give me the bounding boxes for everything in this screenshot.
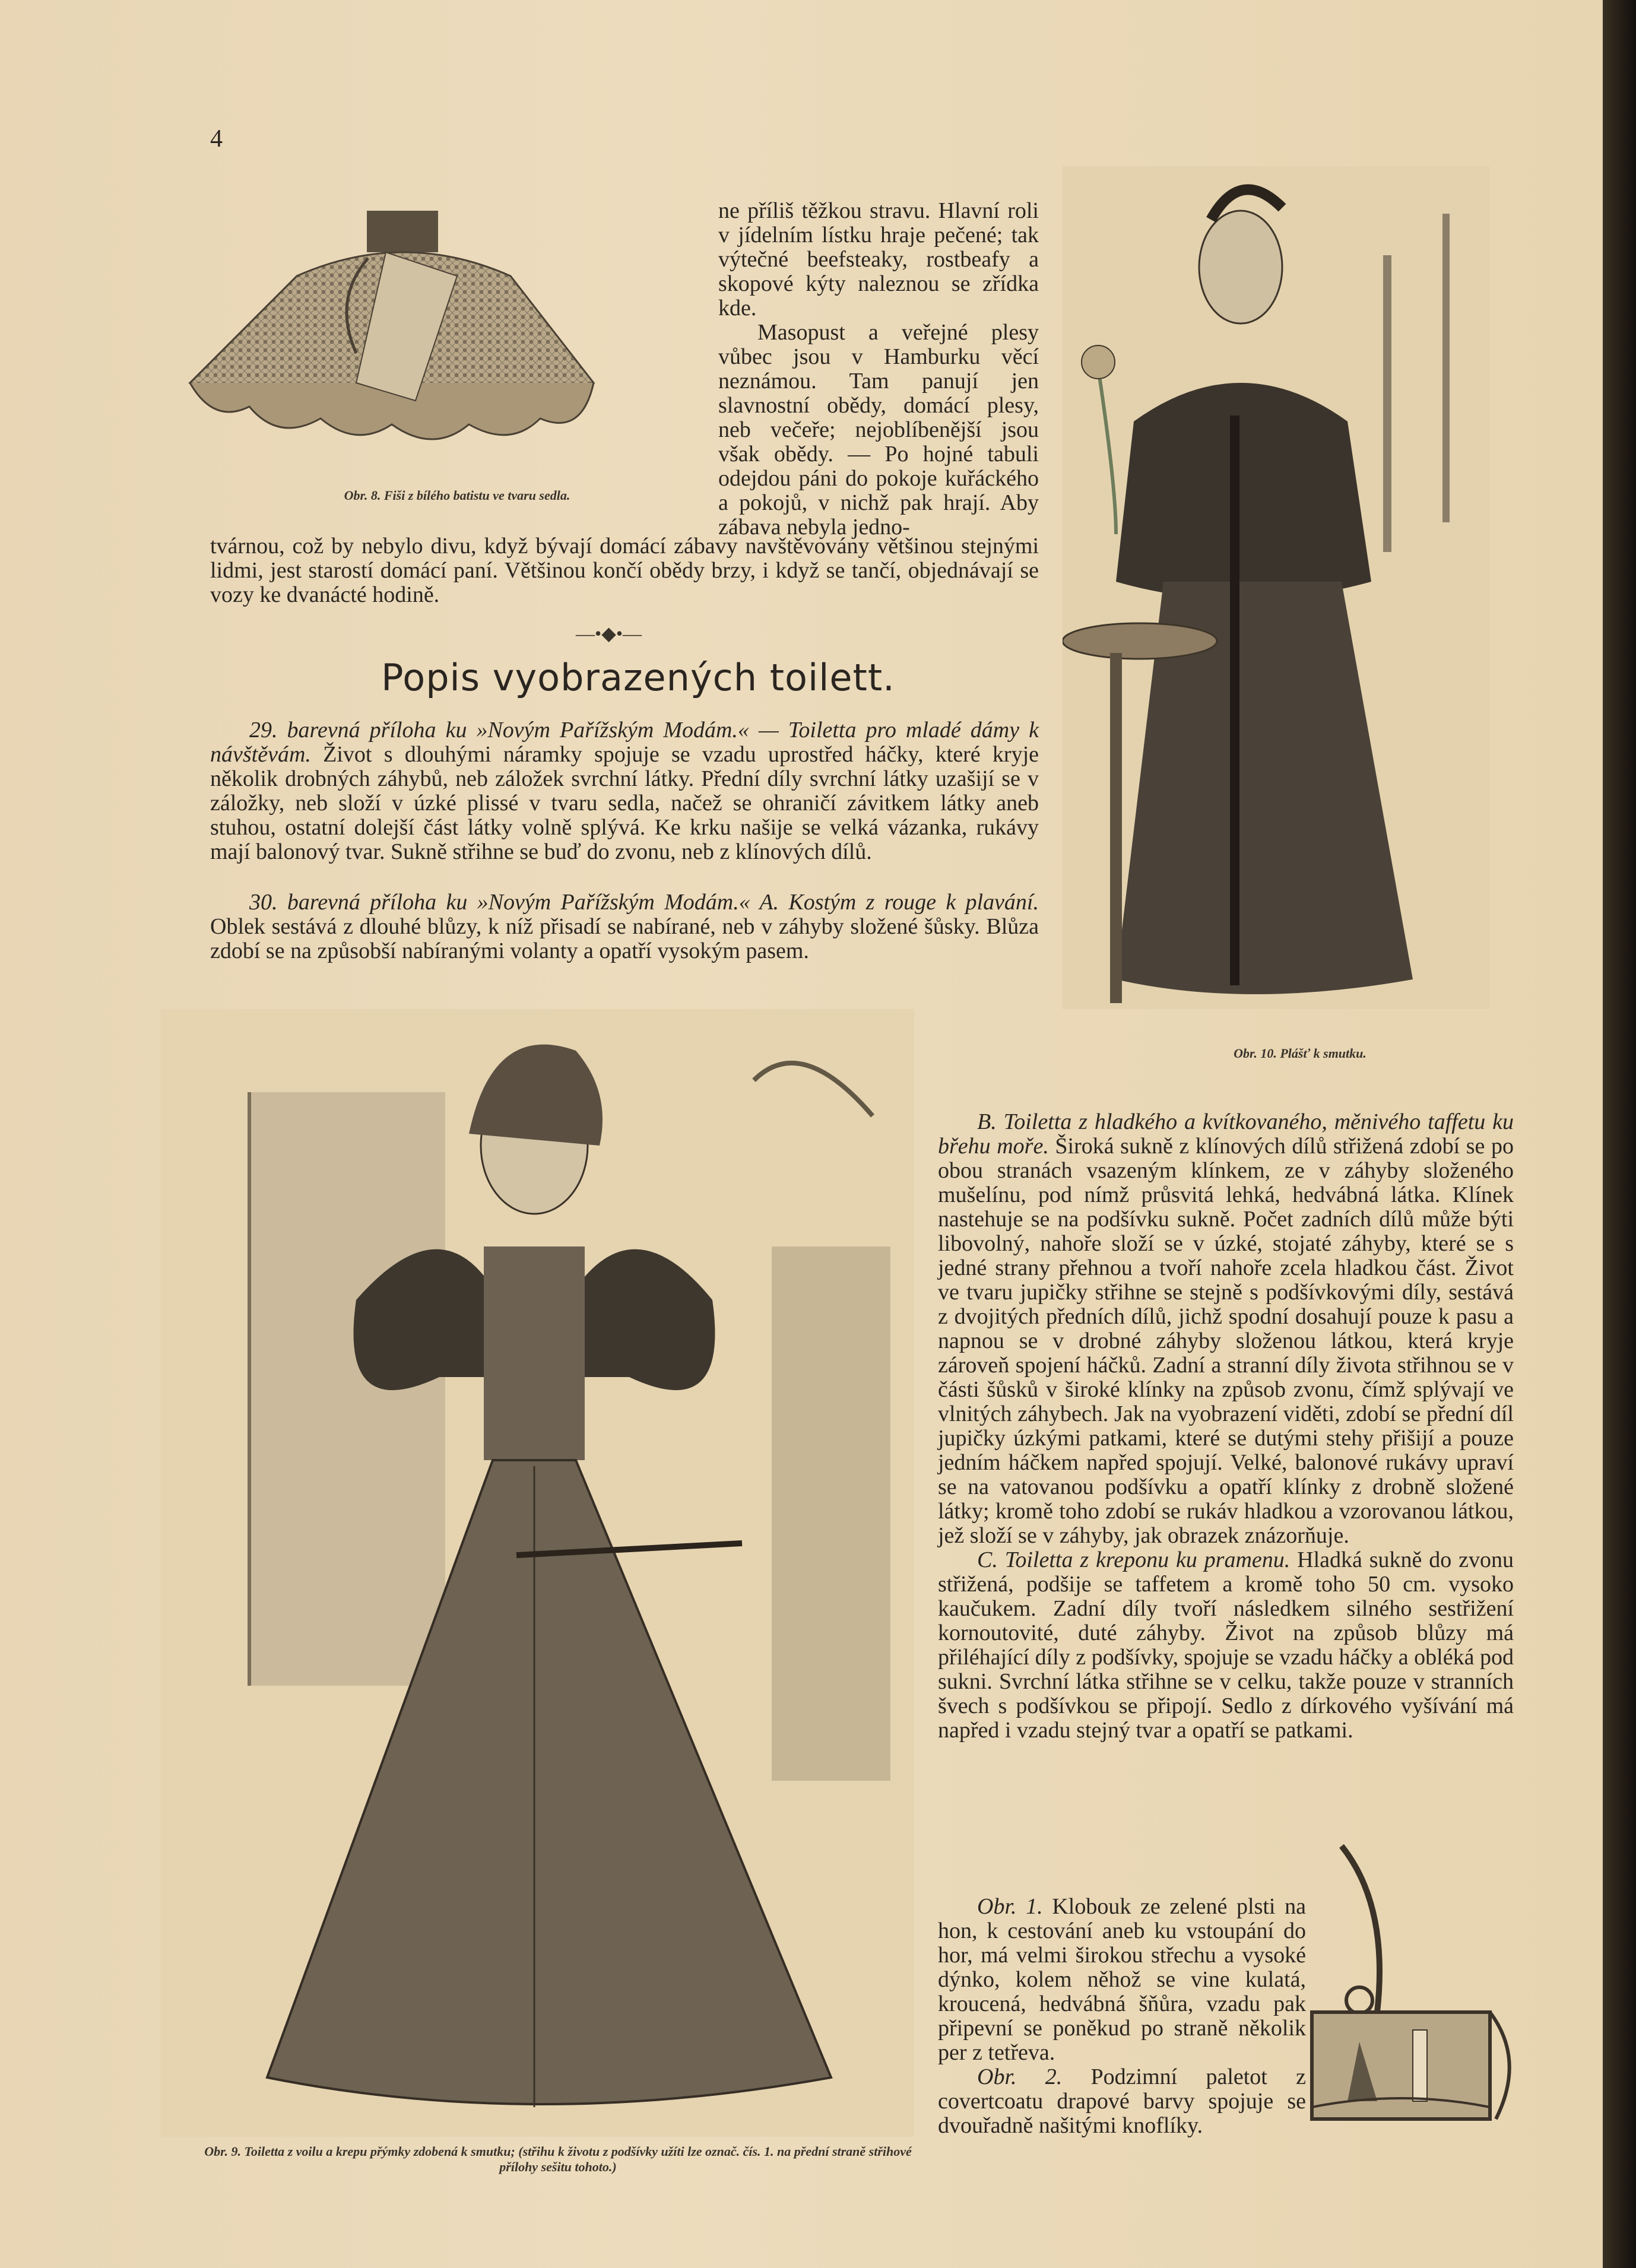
paragraph-obr2-label: Obr. 2. [977, 2064, 1063, 2089]
paragraph-30 [210, 890, 1039, 963]
vignette-drawing [1300, 1834, 1537, 2131]
figure-10-cloak-illustration [1063, 166, 1490, 1009]
intro-right-column [718, 199, 1039, 540]
intro-full-width [210, 534, 1039, 607]
figure-10-caption: Obr. 10. Plášť k smutku. [1234, 1046, 1366, 1061]
intro-paragraph-3: tvárnou, což by nebylo divu, když bývají domácí zábavy navštěvovány většinou stejnými lidmi, jest starostí domácí paní. Většinou končí obědy brzy, i když se tančí, objednávají se vozy ke dvanácté hodině. [210, 534, 1039, 607]
paragraph-29-body: Život s dlouhými náramky spojuje se vzadu uprostřed háčky, které kryje několik drobných záhybů, neb záložek svrchní látky. Přední díly svrchní látky uzašijí se v záložky, neb složí v úzké plissé v tvaru sedla, načež se ohraničí závitkem látky aneb stuhou, ostatní dolejší část látky volně splývá. Ke krku našije se velká vázanka, rukávy mají balonový tvar. Sukně střihne se buď do zvonu, neb z klínových dílů. [210, 742, 1039, 864]
toiletta-drawing [160, 1009, 914, 2137]
figure-8-collar-illustration [178, 205, 653, 484]
figure-9-toiletta-illustration [160, 1009, 914, 2137]
page-number: 4 [210, 125, 223, 153]
intro-paragraph-1: ne příliš těžkou stravu. Hlavní roli v jídelním lístku hraje pečené; tak výtečné beefsteaky, rostbeafy a skopové kýty naleznou se zřídka kde. [718, 198, 1039, 321]
paragraph-c-body: Hladká sukně do zvonu střižená, podšije se taffetem a kromě toho 50 cm. vysoko kaučukem. Zadní díly tvoří následkem silného sestřižení kornoutovité, duté záhyby. Život na způsob blůzy má přiléhající díly z podšívky, spojuje se vzadu háčky a obléká pod sukni. Svrchní látka střihne se v celku, takže pouze v stranních švech s podšívkou se připojí. Sedlo z dírkového vyšívání má napřed i vzadu stejný tvar a opatří se patkami. [938, 1547, 1514, 1743]
paragraph-30-body: Oblek sestává z dlouhé blůzy, k níž přisadí se nabírané, neb v záhyby složené šůsky. Blůza zdobí se na způsobší nabíranými volanty a opatří vysokým pasem. [210, 914, 1039, 963]
paragraph-c-label: C. Toiletta z kreponu ku pramenu. [977, 1547, 1291, 1572]
lighthouse-vignette [1300, 1834, 1537, 2131]
paragraph-b-label: B. Toiletta z hladkého a kvítkovaného, měnivého taffetu ku břehu moře. [938, 1109, 1514, 1159]
paragraph-b-body: Široká sukně z klínových dílů střižená zdobí se po obou stranách vsazeným klínkem, ze v záhyby složeného mušelínu, pod nímž průsvitá lehká, hedvábná látka. Klínek nastehuje se na podšívku sukně. Počet zadních dílů může býti libovolný, nahoře složí se v úzké, stojaté záhyby, které se s jedné strany přehnou a tvoří nahoře zcela hladkou část. Život ve tvaru jupičky střihne se stejně s podšívkovými díly, sestává z dvojitých předních dílů, jichž spodní dosahují pouze k pasu a napnou se v drobné záhyby složenou látkou, která kryje zároveň spojení háčků. Zadní a stranní díly života střihnou se v části šůsků v široké klínky na způsob zvonu, čímž splývají ve vlnitých záhybech. Jak na vyobrazení viděti, zdobí se přední díl jupičky úzkými patkami, které se dutými stehy přišijí a pouze jedním háčkem napřed spojují. Velké, balonové rukávy upraví se na vatovanou podšívku a opatří klínky z drobně složené látky; kromě toho zdobí se rukáv hladkou a vzorovanou látkou, jež složí se v záhyby, jak obrazek znázorňuje. [938, 1134, 1514, 1548]
section-heading: Popis vyobrazených toilett. [381, 656, 895, 699]
figure-8-caption: Obr. 8. Fiši z bílého batistu ve tvaru sedla. [344, 488, 570, 503]
collar-drawing [178, 205, 653, 484]
lower-right-column-text [938, 1895, 1306, 2138]
book-spine [1603, 0, 1636, 2268]
paragraph-29 [210, 718, 1039, 864]
cloak-drawing [1063, 166, 1490, 1009]
section-divider: —•◆•— [576, 623, 642, 644]
paragraph-obr1-body: Klobouk ze zelené plsti na hon, k cestování aneb ku vstoupání do hor, má velmi širokou střechu a vysoké dýnko, kolem něhož se vine kulatá, kroucená, hedvábná šňůra, vzadu pak připevní se poněkud po straně několik per z tetřeva. [938, 1894, 1306, 2065]
paragraph-obr2-body: Podzimní paletot z covertcoatu drapové barvy spojuje se dvouřadně našitými knoflíky. [938, 2064, 1306, 2138]
paragraph-obr1-label: Obr. 1. [977, 1894, 1043, 1919]
paragraph-30-label: 30. barevná příloha ku »Novým Pařížským Modám.« A. Kostým z rouge k plavání. [249, 890, 1039, 915]
figure-9-caption: Obr. 9. Toiletta z voilu a krepu přýmky zdobená k smutku; (střihu k životu z podšívky užíti lze označ. čís. 1. na přední straně střihové přílohy sešitu tohoto.) [204, 2144, 912, 2174]
intro-paragraph-2: Masopust a veřejné plesy vůbec jsou v Hamburku věcí neznámou. Tam panují jen slavnostní obědy, domácí plesy, neb večeře; nejoblíbenější jsou však obědy. — Po hojné tabuli odejdou páni do pokoje kuřáckého a pokojů, v nichž pak hrají. Aby zábava nebyla jedno- [718, 320, 1039, 540]
right-column-text [938, 1110, 1514, 1743]
paragraph-29-label: 29. barevná příloha ku »Novým Pařížským Modám.« — Toiletta pro mladé dámy k návštěvám. [210, 718, 1039, 767]
